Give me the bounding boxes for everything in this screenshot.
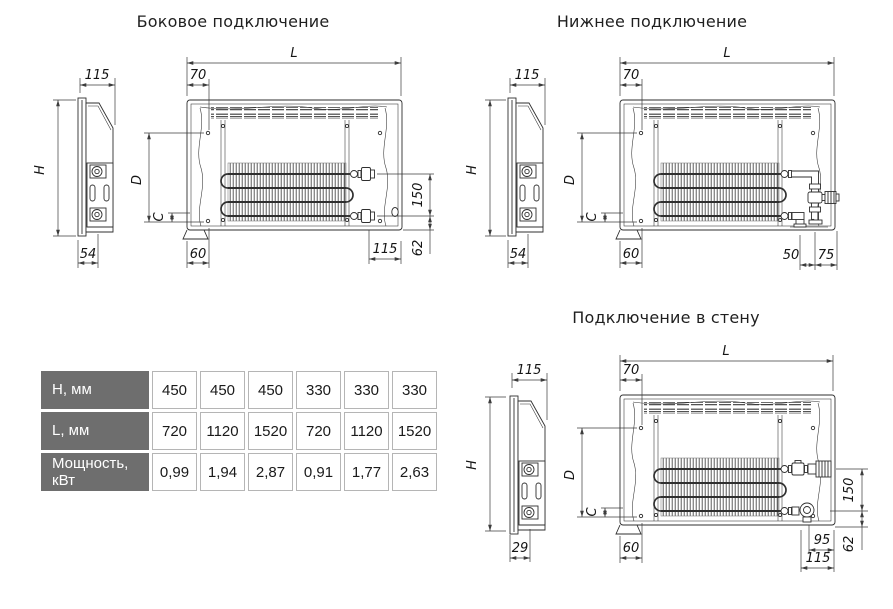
dim-pipe-left: 50 xyxy=(782,248,800,263)
dim-bottom-left: 60 xyxy=(622,247,640,262)
dim-bottom-left: 60 xyxy=(622,541,640,556)
dim-grille-offset: 70 xyxy=(622,363,640,378)
dim-length: L xyxy=(722,344,730,359)
cell-p-3: 2,87 xyxy=(248,453,293,491)
wall-connection-drawing xyxy=(440,340,893,590)
cell-l-3: 1520 xyxy=(248,412,293,450)
side-view xyxy=(78,98,113,236)
dim-conn-spacing: 150 xyxy=(842,477,857,503)
dim-bracket: 54 xyxy=(79,247,97,262)
cell-l-2: 1120 xyxy=(200,412,245,450)
dim-conn-depth: D xyxy=(563,174,578,186)
cell-l-6: 1520 xyxy=(392,412,437,450)
dim-bracket: 54 xyxy=(509,247,527,262)
dim-conn-depth: D xyxy=(563,469,578,481)
dim-height: H xyxy=(465,165,480,175)
dim-height: H xyxy=(465,460,480,470)
dim-bottom-edge: 62 xyxy=(411,239,426,257)
cell-h-3: 450 xyxy=(248,371,293,409)
dim-bracket: 29 xyxy=(511,541,529,556)
title-wall-connection: Подключение в стену xyxy=(572,308,760,327)
table-row-length xyxy=(41,412,437,450)
cell-l-5: 1120 xyxy=(344,412,389,450)
bottom-connection-drawing xyxy=(450,40,893,285)
side-view xyxy=(510,396,545,534)
cell-p-2: 1,94 xyxy=(200,453,245,491)
cell-h-1: 450 xyxy=(152,371,197,409)
row-header-height: Н, мм xyxy=(41,371,149,409)
dim-length: L xyxy=(290,46,298,61)
dim-height: H xyxy=(33,165,48,175)
title-bottom-connection: Нижнее подключение xyxy=(556,12,748,31)
dim-depth: 115 xyxy=(514,68,540,83)
side-connection-drawing xyxy=(30,40,445,285)
cell-l-1: 720 xyxy=(152,412,197,450)
dim-conn-height: C xyxy=(585,507,600,517)
dim-pipe-offset: 95 xyxy=(813,533,831,548)
table-row-height xyxy=(41,371,437,409)
cell-p-6: 2,63 xyxy=(392,453,437,491)
cell-h-6: 330 xyxy=(392,371,437,409)
cell-h-5: 330 xyxy=(344,371,389,409)
cell-l-4: 720 xyxy=(296,412,341,450)
cell-p-1: 0,99 xyxy=(152,453,197,491)
dim-depth: 115 xyxy=(516,363,542,378)
cell-p-5: 1,77 xyxy=(344,453,389,491)
cell-h-4: 330 xyxy=(296,371,341,409)
side-view xyxy=(508,98,543,236)
dim-pipe-right: 75 xyxy=(817,248,835,263)
dim-bottom-right: 115 xyxy=(372,242,398,257)
title-side-connection: Боковое подключение xyxy=(136,12,330,31)
row-header-power: Мощность, кВт xyxy=(41,453,149,491)
dim-conn-spacing: 150 xyxy=(411,182,426,208)
dim-depth: 115 xyxy=(84,68,110,83)
dim-grille-offset: 70 xyxy=(189,68,207,83)
cell-p-4: 0,91 xyxy=(296,453,341,491)
row-header-length: L, мм xyxy=(41,412,149,450)
dim-conn-height: C xyxy=(585,212,600,222)
dim-bottom-left: 60 xyxy=(189,247,207,262)
dim-wall-offset: 115 xyxy=(805,551,831,566)
cell-h-2: 450 xyxy=(200,371,245,409)
dim-grille-offset: 70 xyxy=(622,68,640,83)
dim-length: L xyxy=(723,46,731,61)
table-row-power xyxy=(41,453,437,491)
dim-bottom-edge: 62 xyxy=(842,535,857,553)
dim-conn-height: C xyxy=(152,212,167,222)
dim-conn-depth: D xyxy=(130,174,145,186)
spec-table xyxy=(38,368,440,494)
